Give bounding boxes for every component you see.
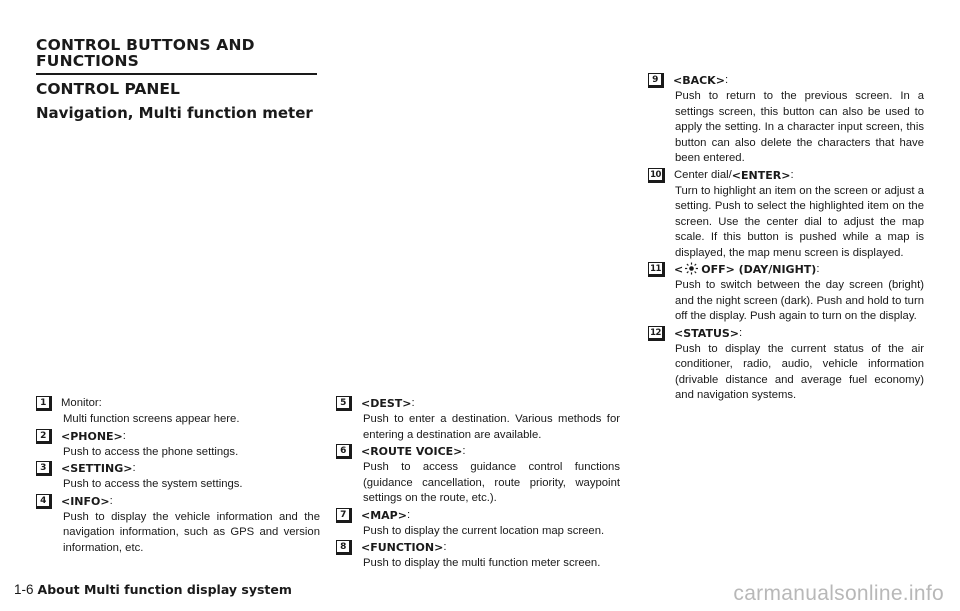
item-label-open: < bbox=[674, 263, 684, 276]
item-label-colon: : bbox=[443, 541, 447, 553]
column-2 bbox=[336, 396, 620, 573]
page-footer bbox=[14, 582, 292, 597]
subsection-title: CONTROL PANEL bbox=[36, 80, 180, 98]
item-label-colon: : bbox=[724, 74, 729, 86]
item-description: Push to return to the previous screen. In a settings screen, this button can also be used to apply the setting. In a character input screen, this button can also delete the characters that have been entered. bbox=[675, 90, 924, 164]
item-number-badge: 10 bbox=[648, 168, 665, 183]
section-divider bbox=[36, 73, 317, 75]
list-item bbox=[648, 326, 924, 404]
watermark: carmanualsonline.info bbox=[733, 582, 944, 605]
item-number-badge: 8 bbox=[336, 540, 352, 555]
item-label-colon: : bbox=[790, 168, 794, 181]
item-description: Push to display the multi function meter screen. bbox=[363, 557, 601, 569]
chapter-title: About Multi function display system bbox=[37, 582, 292, 597]
item-label-colon: : bbox=[406, 508, 411, 521]
item-description: Turn to highlight an item on the screen or adjust a setting. Push to select the highlighted item on the screen. Use the center dial to adjust the map scale. If this button is pushed while a map is displayed, the map menu screen is displayed. bbox=[675, 184, 924, 259]
item-number-badge: 12 bbox=[648, 326, 665, 341]
list-item bbox=[36, 494, 320, 557]
item-label: <MAP> bbox=[361, 508, 407, 522]
item-label-colon: : bbox=[739, 326, 743, 339]
list-item bbox=[36, 429, 320, 461]
item-label: <SETTING> bbox=[61, 462, 133, 475]
item-label: <DEST> bbox=[361, 397, 412, 410]
item-number-badge: 1 bbox=[36, 396, 52, 411]
item-number-badge: 7 bbox=[336, 508, 352, 523]
item-label: <FUNCTION> bbox=[361, 541, 444, 554]
item-description: Push to access guidance control functions (guidance cancellation, route priority, waypoint settings on the route, etc.). bbox=[363, 461, 620, 504]
item-description: Push to enter a destination. Various methods for entering a destination are available. bbox=[363, 413, 620, 441]
list-item bbox=[648, 262, 924, 325]
item-number-badge: 2 bbox=[36, 429, 52, 444]
list-item bbox=[648, 73, 924, 167]
item-number-badge: 4 bbox=[36, 494, 52, 509]
section-title: CONTROL BUTTONS AND FUNCTIONS bbox=[36, 36, 255, 70]
item-number-badge: 5 bbox=[336, 396, 352, 411]
item-label: <STATUS> bbox=[674, 326, 740, 340]
topic-title: Navigation, Multi function meter bbox=[36, 104, 313, 122]
list-item bbox=[336, 396, 620, 443]
list-item bbox=[648, 168, 924, 262]
item-description: Push to display the vehicle information and the navigation information, such as GPS and version information, etc. bbox=[63, 510, 320, 554]
item-label: Monitor: bbox=[61, 397, 102, 409]
item-description: Multi function screens appear here. bbox=[63, 413, 240, 425]
item-number-badge: 6 bbox=[336, 444, 352, 459]
item-description: Push to access the phone settings. bbox=[63, 445, 239, 458]
column-3 bbox=[648, 73, 924, 405]
column-1 bbox=[36, 396, 320, 557]
item-description: Push to switch between the day screen (bright) and the night screen (dark). Push and hold to turn off the display. Push again to turn on the display. bbox=[675, 279, 924, 322]
item-label: OFF> (DAY/NIGHT) bbox=[701, 263, 817, 276]
list-item bbox=[36, 461, 320, 493]
item-number-badge: 3 bbox=[36, 461, 52, 476]
item-number-badge: 9 bbox=[648, 73, 664, 88]
item-label-prefix: Center dial/ bbox=[674, 168, 732, 181]
list-item bbox=[336, 540, 620, 572]
item-label-colon: : bbox=[462, 445, 466, 457]
item-description: Push to display the current status of the air conditioner, radio, audio, vehicle information (drivable distance and average fuel economy) and navigation systems. bbox=[675, 342, 924, 401]
item-label: <INFO> bbox=[61, 494, 110, 508]
item-label-colon: : bbox=[816, 263, 820, 275]
list-item bbox=[336, 444, 620, 507]
item-label-colon: : bbox=[109, 494, 113, 507]
page-number: 1-6 bbox=[14, 582, 34, 597]
item-number-badge: 11 bbox=[648, 262, 665, 277]
item-label: <ENTER> bbox=[731, 168, 791, 182]
item-label-colon: : bbox=[132, 462, 136, 474]
item-description: Push to display the current location map screen. bbox=[363, 524, 605, 537]
item-description: Push to access the system settings. bbox=[63, 478, 243, 490]
item-label: <ROUTE VOICE> bbox=[361, 445, 463, 458]
item-label: <PHONE> bbox=[61, 429, 123, 443]
item-label-colon: : bbox=[122, 429, 126, 442]
list-item bbox=[36, 396, 320, 428]
item-label-colon: : bbox=[411, 397, 415, 409]
list-item bbox=[336, 508, 620, 540]
item-label: <BACK> bbox=[673, 74, 725, 87]
